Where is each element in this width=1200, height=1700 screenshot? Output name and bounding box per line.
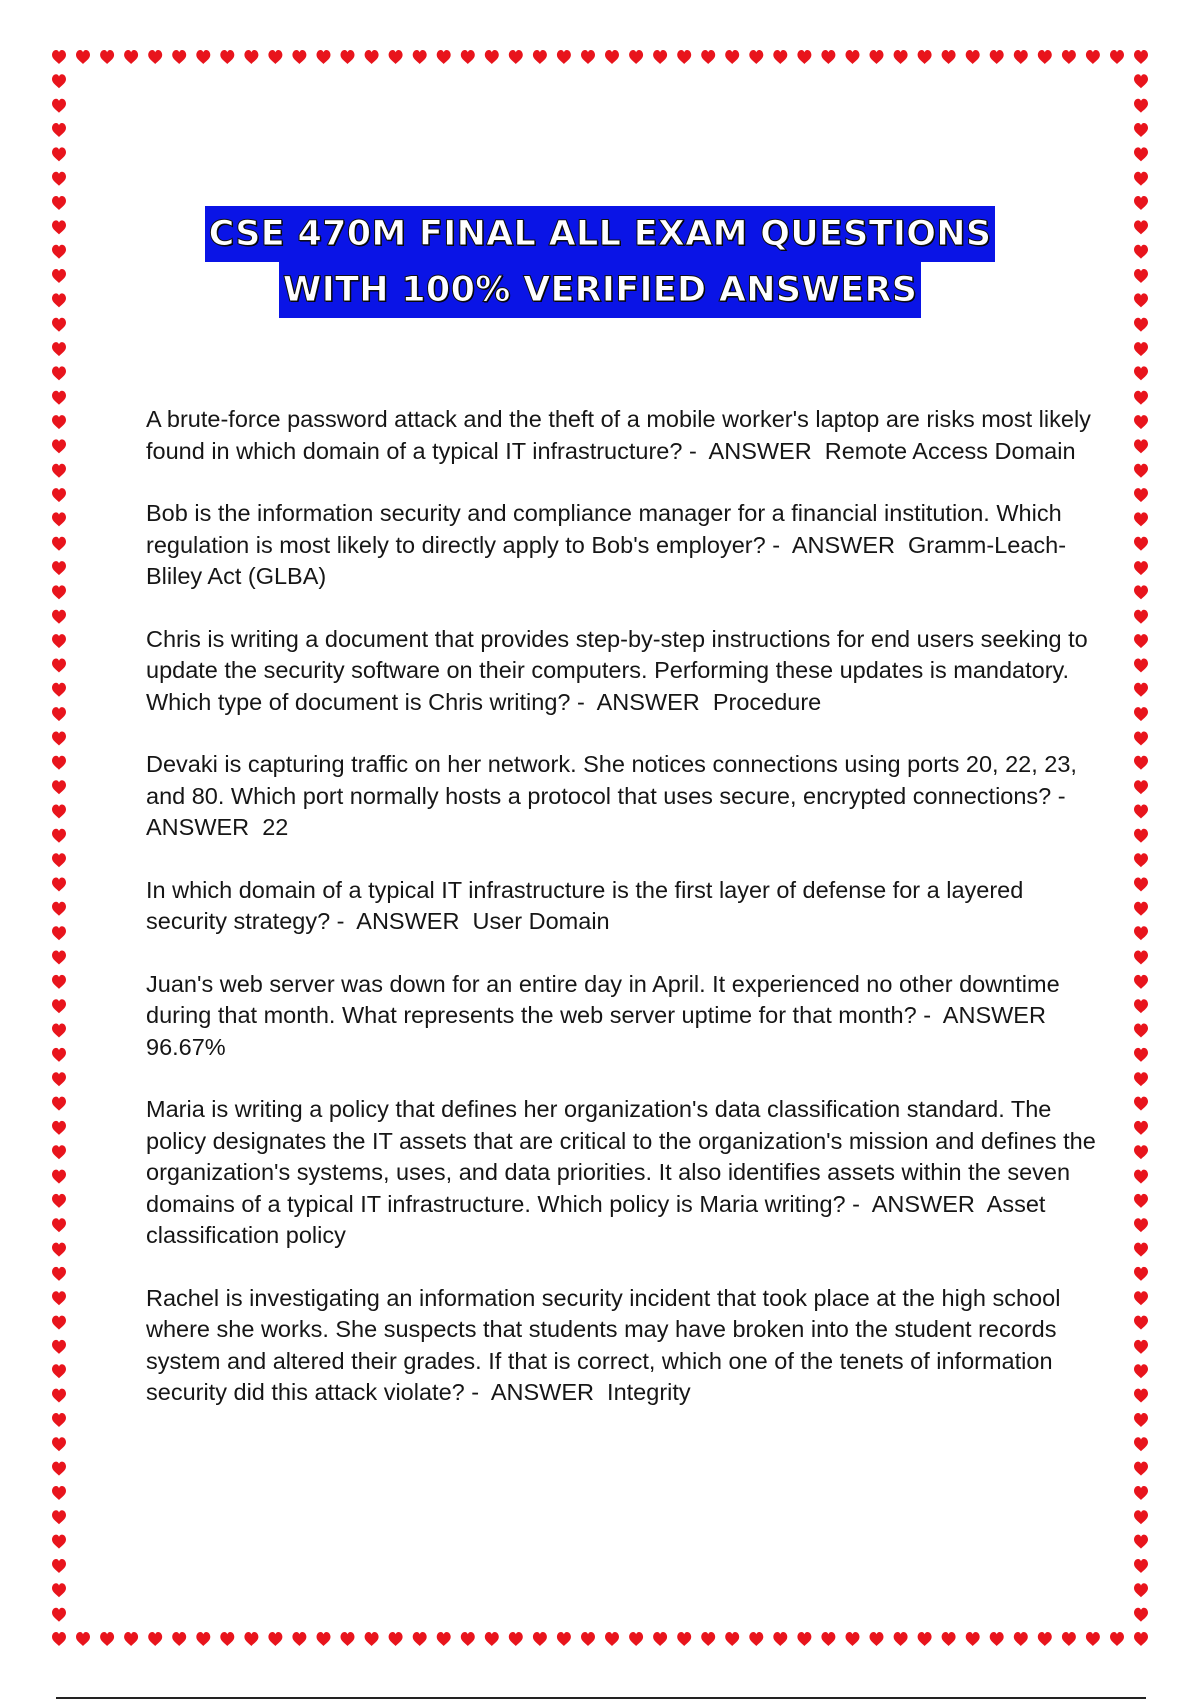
heart-icon	[1134, 1583, 1148, 1597]
heart-icon	[1134, 1218, 1148, 1232]
heart-icon	[1134, 610, 1148, 624]
heart-icon	[52, 878, 66, 892]
heart-icon	[942, 50, 956, 64]
heart-icon	[1086, 50, 1100, 64]
heart-icon	[509, 50, 523, 64]
heart-icon	[52, 1194, 66, 1208]
heart-icon	[966, 1632, 980, 1646]
heart-icon	[701, 1632, 715, 1646]
heart-icon	[629, 1632, 643, 1646]
heart-icon	[1134, 999, 1148, 1013]
answer-text: Asset classification policy	[146, 1190, 1046, 1248]
answer-text: Integrity	[607, 1379, 691, 1405]
heart-icon	[52, 1389, 66, 1403]
answer-text: Procedure	[712, 688, 822, 715]
heart-icon	[341, 1632, 355, 1646]
heart-icon	[1134, 1559, 1148, 1573]
heart-icon	[52, 1364, 66, 1378]
heart-icon	[52, 1243, 66, 1257]
heart-icon	[990, 50, 1004, 64]
heart-icon	[52, 1632, 66, 1646]
heart-icon	[437, 50, 451, 64]
heart-icon	[1134, 318, 1148, 332]
heart-icon	[124, 1632, 138, 1646]
heart-icon	[220, 1632, 234, 1646]
heart-icon	[389, 1632, 403, 1646]
heart-icon	[52, 561, 66, 575]
heart-icon	[52, 147, 66, 161]
heart-icon	[1134, 1316, 1148, 1330]
heart-icon	[509, 1632, 523, 1646]
heart-icon	[52, 732, 66, 746]
question-text: A brute-force password attack and the theft of a mobile worker's laptop are risks most likely found in which domain of a typical IT infrastructure? -	[146, 406, 1091, 464]
heart-icon	[1134, 951, 1148, 965]
answer-label: ANSWER	[596, 688, 700, 715]
heart-icon	[1134, 537, 1148, 551]
heart-icon	[1134, 1510, 1148, 1524]
heart-icon	[1134, 1145, 1148, 1159]
heart-icon	[52, 853, 66, 867]
heart-icon	[52, 1340, 66, 1354]
heart-icon	[581, 50, 595, 64]
question-item	[146, 969, 1106, 1064]
heart-icon	[1134, 1097, 1148, 1111]
heart-icon	[1134, 853, 1148, 867]
heart-icon	[52, 610, 66, 624]
heart-icon	[485, 1632, 499, 1646]
heart-icon	[413, 50, 427, 64]
heart-icon	[317, 50, 331, 64]
heart-icon	[52, 1121, 66, 1135]
heart-icon	[100, 1632, 114, 1646]
heart-icon	[52, 1072, 66, 1086]
answer-label: ANSWER	[942, 1002, 1046, 1028]
answer-label: ANSWER	[490, 1379, 594, 1405]
heart-icon	[317, 1632, 331, 1646]
heart-icon	[148, 50, 162, 64]
heart-icon	[1134, 1632, 1148, 1646]
heart-icon	[1134, 488, 1148, 502]
heart-icon	[52, 829, 66, 843]
heart-icon	[292, 50, 306, 64]
heart-icon	[52, 537, 66, 551]
heart-icon	[244, 50, 258, 64]
heart-icon	[461, 1632, 475, 1646]
heart-icon	[52, 902, 66, 916]
heart-icon	[1134, 512, 1148, 526]
heart-icon	[196, 50, 210, 64]
heart-icon	[52, 1024, 66, 1038]
heart-icon	[894, 50, 908, 64]
heart-icon	[1134, 1121, 1148, 1135]
heart-icon	[870, 1632, 884, 1646]
heart-icon	[172, 50, 186, 64]
page-bottom-rule	[56, 1697, 1146, 1699]
heart-icon	[1134, 1535, 1148, 1549]
heart-icon	[1014, 1632, 1028, 1646]
heart-icon	[52, 683, 66, 697]
question-text: In which domain of a typical IT infrastructure is the first layer of defense for a layered security strategy? -	[146, 876, 1024, 934]
heart-icon	[1134, 1048, 1148, 1062]
answer-label: ANSWER	[146, 814, 250, 840]
heart-icon	[52, 50, 66, 64]
heart-icon	[52, 1413, 66, 1427]
heart-icon	[52, 1267, 66, 1281]
heart-icon	[1086, 1632, 1100, 1646]
heart-icon	[749, 50, 763, 64]
heart-icon	[966, 50, 980, 64]
heart-icon	[725, 50, 739, 64]
heart-icon	[701, 50, 715, 64]
heart-icon	[1134, 1194, 1148, 1208]
heart-icon	[52, 756, 66, 770]
heart-icon	[52, 99, 66, 113]
heart-icon	[1134, 391, 1148, 405]
answer-text: Gramm-Leach-Bliley Act (GLBA)	[146, 531, 1067, 589]
question-item	[146, 875, 1106, 938]
heart-icon	[1134, 464, 1148, 478]
heart-icon	[1134, 902, 1148, 916]
question-item	[146, 498, 1106, 593]
heart-icon	[52, 1462, 66, 1476]
heart-icon	[1062, 50, 1076, 64]
question-list	[146, 404, 1106, 1440]
heart-icon	[1134, 1364, 1148, 1378]
title-line-2: WITH 100% VERIFIED ANSWERS	[279, 262, 921, 318]
heart-icon	[52, 805, 66, 819]
heart-icon	[52, 975, 66, 989]
heart-icon	[52, 391, 66, 405]
heart-icon	[52, 780, 66, 794]
heart-icon	[52, 999, 66, 1013]
heart-icon	[389, 50, 403, 64]
heart-icon	[1134, 74, 1148, 88]
heart-icon	[1134, 732, 1148, 746]
heart-icon	[268, 50, 282, 64]
heart-icon	[52, 1316, 66, 1330]
heart-icon	[52, 1048, 66, 1062]
heart-icon	[1038, 1632, 1052, 1646]
heart-icon	[1134, 1462, 1148, 1476]
heart-icon	[557, 50, 571, 64]
heart-icon	[605, 1632, 619, 1646]
heart-icon	[1134, 707, 1148, 721]
heart-icon	[52, 951, 66, 965]
heart-icon	[1134, 780, 1148, 794]
heart-icon	[1134, 415, 1148, 429]
heart-icon	[1134, 342, 1148, 356]
heart-icon	[773, 50, 787, 64]
heart-icon	[52, 1510, 66, 1524]
heart-icon	[365, 50, 379, 64]
heart-icon	[653, 1632, 667, 1646]
heart-icon	[52, 464, 66, 478]
heart-icon	[942, 1632, 956, 1646]
heart-icon	[52, 488, 66, 502]
heart-icon	[821, 50, 835, 64]
heart-icon	[870, 50, 884, 64]
heart-icon	[1134, 561, 1148, 575]
heart-icon	[1134, 147, 1148, 161]
heart-icon	[52, 1559, 66, 1573]
document-title	[50, 206, 1150, 318]
heart-icon	[533, 50, 547, 64]
answer-text: 96.67%	[146, 1033, 226, 1060]
heart-icon	[797, 50, 811, 64]
answer-label: ANSWER	[708, 437, 812, 464]
heart-icon	[749, 1632, 763, 1646]
heart-icon	[196, 1632, 210, 1646]
heart-icon	[1134, 975, 1148, 989]
heart-icon	[1110, 1632, 1124, 1646]
heart-icon	[52, 1291, 66, 1305]
heart-icon	[557, 1632, 571, 1646]
heart-icon	[365, 1632, 379, 1646]
heart-icon	[52, 1535, 66, 1549]
heart-icon	[52, 926, 66, 940]
question-text: Rachel is investigating an information security incident that took place at the high school where she works. She suspects that students may have broken into the student records system and altered their grades. If that is correct, which one of the tenets of information security did this attack violate? -	[146, 1284, 1061, 1405]
heart-icon	[653, 50, 667, 64]
heart-icon	[52, 1486, 66, 1500]
heart-icon	[52, 342, 66, 356]
heart-icon	[1134, 172, 1148, 186]
heart-icon	[52, 74, 66, 88]
heart-icon	[1134, 1413, 1148, 1427]
heart-icon	[148, 1632, 162, 1646]
heart-icon	[52, 172, 66, 186]
heart-icon	[52, 1218, 66, 1232]
heart-icon	[1038, 50, 1052, 64]
heart-icon	[100, 50, 114, 64]
question-text: Maria is writing a policy that defines her organization's data classification standard. The policy designates the IT assets that are critical to the organization's mission and defines the organization's systems, uses, and data priorities. It also identifies assets within the seven domains of a typical IT infrastructure. Which policy is Maria writing? -	[146, 1096, 1096, 1217]
heart-icon	[1134, 1340, 1148, 1354]
heart-icon	[894, 1632, 908, 1646]
question-item	[146, 749, 1106, 844]
heart-icon	[1134, 659, 1148, 673]
heart-icon	[52, 439, 66, 453]
question-text: Devaki is capturing traffic on her network. She notices connections using ports 20, 22, 23, and 80. Which port normally hosts a protocol that uses secure, encrypted connections? -	[146, 751, 1077, 809]
heart-icon	[677, 50, 691, 64]
heart-icon	[220, 50, 234, 64]
heart-icon	[1134, 1170, 1148, 1184]
heart-icon	[1134, 1608, 1148, 1622]
heart-icon	[1062, 1632, 1076, 1646]
heart-icon	[1134, 634, 1148, 648]
heart-icon	[461, 50, 475, 64]
heart-icon	[990, 1632, 1004, 1646]
question-text: Juan's web server was down for an entire day in April. It experienced no other downtime during that month. What represents the web server uptime for that month? -	[146, 970, 1060, 1028]
heart-icon	[52, 415, 66, 429]
heart-icon	[1134, 1243, 1148, 1257]
heart-icon	[1134, 439, 1148, 453]
heart-icon	[1014, 50, 1028, 64]
heart-icon	[485, 50, 499, 64]
heart-icon	[413, 1632, 427, 1646]
heart-icon	[1134, 1267, 1148, 1281]
heart-icon	[1134, 829, 1148, 843]
heart-icon	[1134, 878, 1148, 892]
heart-icon	[1134, 50, 1148, 64]
heart-icon	[52, 659, 66, 673]
heart-icon	[76, 50, 90, 64]
heart-icon	[1134, 756, 1148, 770]
heart-icon	[918, 1632, 932, 1646]
heart-icon	[1134, 1024, 1148, 1038]
heart-icon	[605, 50, 619, 64]
heart-icon	[1134, 1437, 1148, 1451]
heart-icon	[52, 585, 66, 599]
heart-icon	[244, 1632, 258, 1646]
heart-icon	[1134, 805, 1148, 819]
heart-icon	[76, 1632, 90, 1646]
heart-icon	[1134, 1389, 1148, 1403]
heart-icon	[1134, 683, 1148, 697]
heart-icon	[52, 707, 66, 721]
heart-icon	[52, 1097, 66, 1111]
question-item	[146, 624, 1106, 719]
title-line-1: CSE 470M FINAL ALL EXAM QUESTIONS	[205, 206, 996, 262]
answer-label: ANSWER	[871, 1190, 975, 1217]
heart-icon	[1110, 50, 1124, 64]
heart-icon	[629, 50, 643, 64]
heart-icon	[846, 1632, 860, 1646]
heart-icon	[821, 1632, 835, 1646]
heart-icon	[292, 1632, 306, 1646]
heart-icon	[918, 50, 932, 64]
heart-icon	[52, 1583, 66, 1597]
answer-text: User Domain	[472, 908, 610, 934]
answer-text: 22	[262, 814, 289, 840]
heart-icon	[52, 634, 66, 648]
heart-icon	[1134, 123, 1148, 137]
heart-icon	[52, 512, 66, 526]
heart-icon	[124, 50, 138, 64]
heart-icon	[1134, 585, 1148, 599]
heart-icon	[1134, 366, 1148, 380]
heart-icon	[52, 123, 66, 137]
heart-icon	[1134, 1291, 1148, 1305]
question-item	[146, 404, 1106, 467]
heart-icon	[52, 1170, 66, 1184]
heart-icon	[437, 1632, 451, 1646]
heart-icon	[52, 318, 66, 332]
heart-icon	[846, 50, 860, 64]
question-text: Bob is the information security and compliance manager for a financial institution. Which regulation is most likely to directly apply to Bob's employer? -	[146, 500, 1062, 558]
heart-icon	[725, 1632, 739, 1646]
answer-text: Remote Access Domain	[824, 437, 1076, 464]
heart-icon	[172, 1632, 186, 1646]
answer-label: ANSWER	[356, 908, 460, 934]
heart-icon	[797, 1632, 811, 1646]
heart-icon	[268, 1632, 282, 1646]
question-text: Chris is writing a document that provides step-by-step instructions for end users seeking to update the security software on their computers. Performing these updates is mandatory. Which type of document is Chris writing? -	[146, 625, 1088, 715]
heart-icon	[773, 1632, 787, 1646]
document-page	[50, 48, 1150, 1648]
heart-icon	[52, 1145, 66, 1159]
heart-icon	[581, 1632, 595, 1646]
question-item	[146, 1094, 1106, 1252]
question-item	[146, 1283, 1106, 1409]
heart-icon	[1134, 1072, 1148, 1086]
heart-icon	[52, 366, 66, 380]
heart-icon	[1134, 1486, 1148, 1500]
heart-icon	[52, 1608, 66, 1622]
heart-icon	[533, 1632, 547, 1646]
heart-icon	[1134, 926, 1148, 940]
heart-icon	[677, 1632, 691, 1646]
answer-label: ANSWER	[791, 531, 895, 558]
heart-icon	[341, 50, 355, 64]
heart-icon	[1134, 99, 1148, 113]
heart-icon	[52, 1437, 66, 1451]
